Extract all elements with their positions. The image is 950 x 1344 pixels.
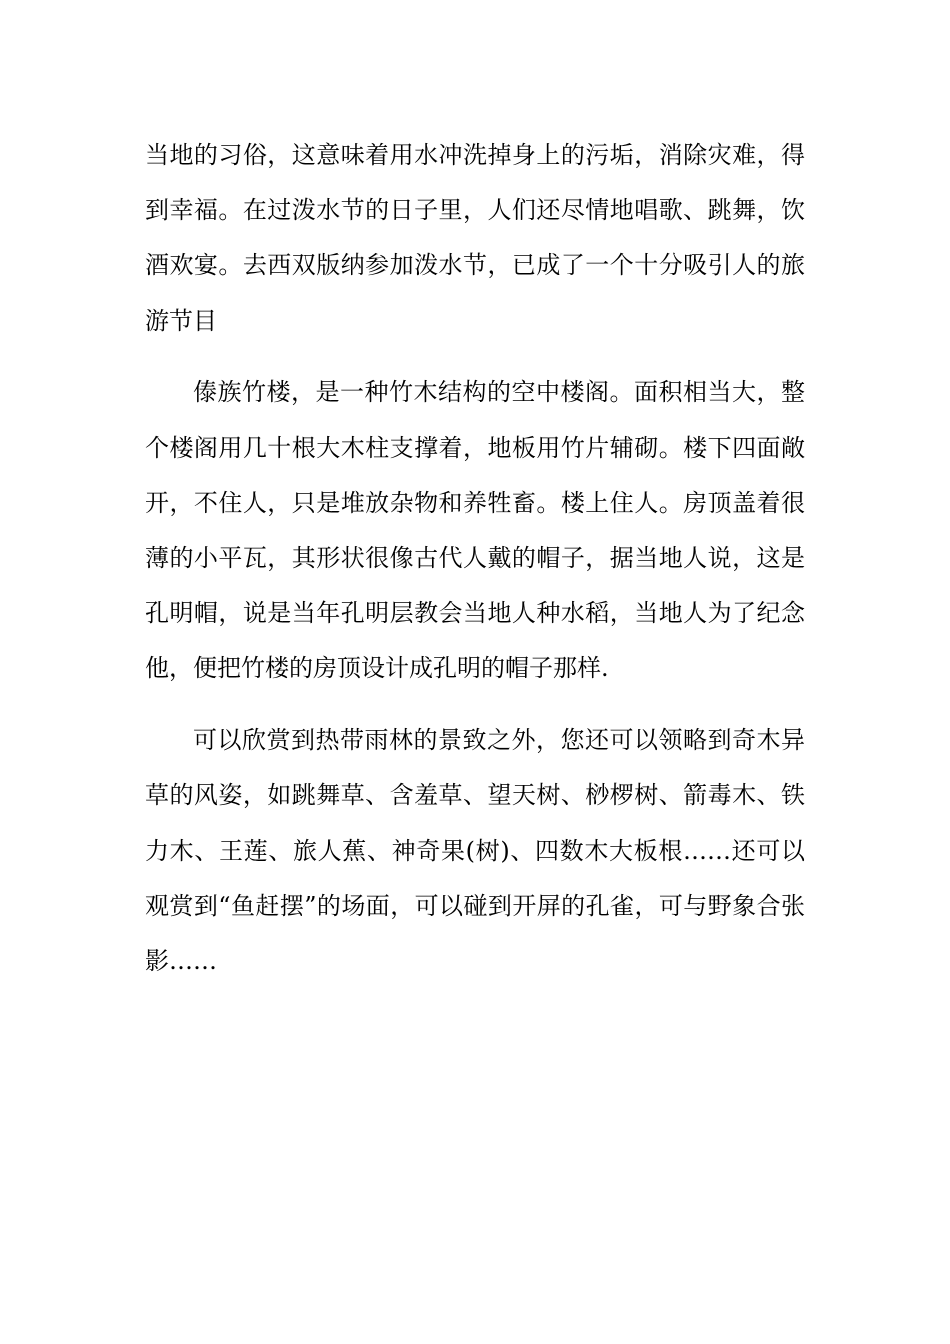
document-body — [145, 128, 805, 989]
paragraph-rainforest: 可以欣赏到热带雨林的景致之外，您还可以领略到奇木异草的风姿，如跳舞草、含羞草、望天树、桫椤树、箭毒木、铁力木、王莲、旅人蕉、神奇果(树)、四数木大板根……还可以观赏到“鱼赶摆”的场面，可以碰到开屏的孔雀，可与野象合张影…… — [145, 726, 805, 976]
paragraph-water-festival: 当地的习俗，这意味着用水冲洗掉身上的污垢，消除灾难，得到幸福。在过泼水节的日子里，人们还尽情地唱歌、跳舞，饮酒欢宴。去西双版纳参加泼水节，已成了一个十分吸引人的旅游节目 — [145, 141, 805, 335]
paragraph-bamboo-house: 傣族竹楼，是一种竹木结构的空中楼阁。面积相当大，整个楼阁用几十根大木柱支撑着，地板用竹片辅砌。楼下四面敞开，不住人，只是堆放杂物和养牲畜。楼上住人。房顶盖着很薄的小平瓦，其形状很像古代人戴的帽子，据当地人说，这是孔明帽，说是当年孔明层教会当地人种水稻，当地人为了纪念他，便把竹楼的房顶设计成孔明的帽子那样. — [145, 378, 805, 683]
